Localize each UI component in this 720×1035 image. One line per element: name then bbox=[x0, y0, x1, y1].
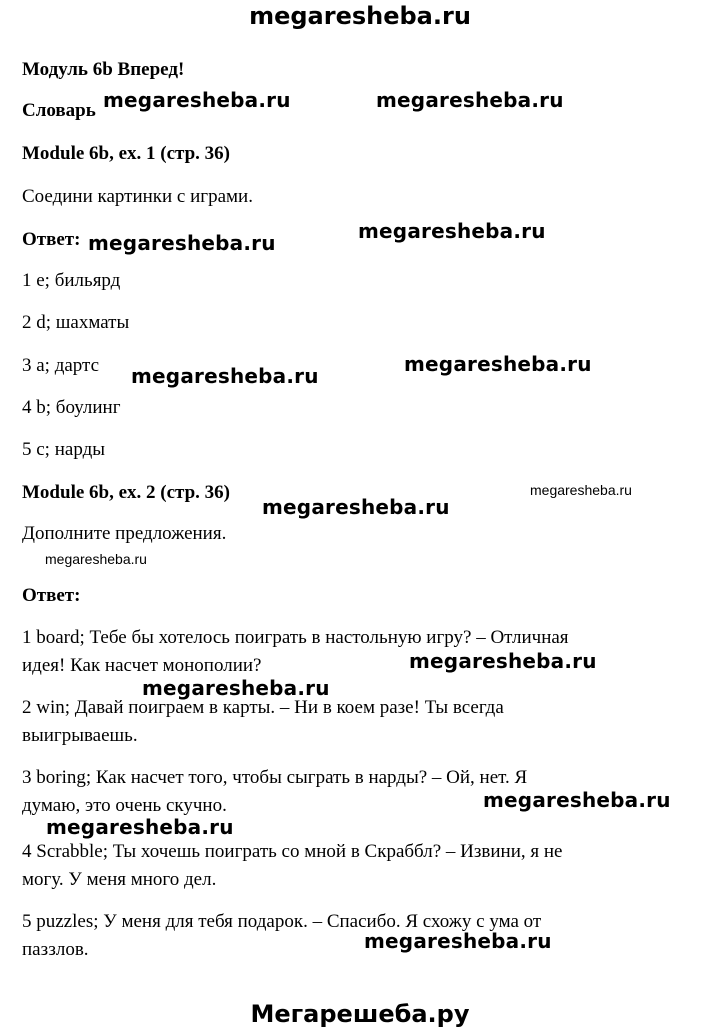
exercise2-answer-2 bbox=[22, 694, 662, 750]
watermark: megaresheba.ru bbox=[88, 231, 276, 255]
answer-line: 5 puzzles; У меня для тебя подарок. – Спасибо. Я схожу с ума от bbox=[22, 911, 542, 932]
exercise1-answer-label: Ответ: bbox=[22, 229, 81, 250]
footer-site-watermark: Мегарешеба.ру bbox=[250, 1000, 470, 1028]
exercise1-answer-1: 1 e; бильярд bbox=[22, 270, 121, 291]
answer-line: думаю, это очень скучно. bbox=[22, 795, 227, 816]
answer-line: идея! Как насчет монополии? bbox=[22, 655, 262, 676]
exercise1-instruction: Соедини картинки с играми. bbox=[22, 186, 253, 207]
watermark: megaresheba.ru bbox=[46, 815, 234, 839]
watermark: megaresheba.ru bbox=[376, 88, 564, 112]
answer-line: могу. У меня много дел. bbox=[22, 869, 217, 890]
answer-line: 4 Scrabble; Ты хочешь поиграть со мной в Скраббл? – Извини, я не bbox=[22, 841, 563, 862]
answer-line: 1 board; Тебе бы хотелось поиграть в настольную игру? – Отличная bbox=[22, 627, 569, 648]
section-title: Словарь bbox=[22, 100, 96, 121]
watermark: megaresheba.ru bbox=[262, 495, 450, 519]
watermark: megaresheba.ru bbox=[483, 788, 671, 812]
header-site-watermark: megaresheba.ru bbox=[249, 2, 471, 30]
exercise2-answer-label: Ответ: bbox=[22, 585, 81, 606]
watermark: megaresheba.ru bbox=[409, 649, 597, 673]
answer-line: 2 win; Давай поиграем в карты. – Ни в коем разе! Ты всегда bbox=[22, 697, 504, 718]
exercise1-answer-2: 2 d; шахматы bbox=[22, 312, 130, 333]
exercise2-answer-4 bbox=[22, 838, 662, 894]
exercise2-heading: Module 6b, ex. 2 (стр. 36) bbox=[22, 482, 230, 503]
watermark: megaresheba.ru bbox=[45, 551, 147, 567]
watermark: megaresheba.ru bbox=[358, 219, 546, 243]
answer-line: паззлов. bbox=[22, 939, 89, 960]
answer-line: выигрываешь. bbox=[22, 725, 138, 746]
exercise2-instruction: Дополните предложения. bbox=[22, 523, 227, 544]
exercise1-heading: Module 6b, ex. 1 (стр. 36) bbox=[22, 143, 230, 164]
module-title: Модуль 6b Вперед! bbox=[22, 59, 185, 80]
watermark: megaresheba.ru bbox=[142, 676, 330, 700]
watermark: megaresheba.ru bbox=[364, 929, 552, 953]
watermark: megaresheba.ru bbox=[131, 364, 319, 388]
exercise1-answer-4: 4 b; боулинг bbox=[22, 397, 121, 418]
watermark: megaresheba.ru bbox=[530, 482, 632, 498]
exercise1-answer-5: 5 c; нарды bbox=[22, 439, 105, 460]
watermark: megaresheba.ru bbox=[103, 88, 291, 112]
answer-line: 3 boring; Как насчет того, чтобы сыграть в нарды? – Ой, нет. Я bbox=[22, 767, 528, 788]
exercise2-answer-5 bbox=[22, 908, 662, 964]
exercise1-answer-3: 3 a; дартс bbox=[22, 355, 100, 376]
watermark: megaresheba.ru bbox=[404, 352, 592, 376]
